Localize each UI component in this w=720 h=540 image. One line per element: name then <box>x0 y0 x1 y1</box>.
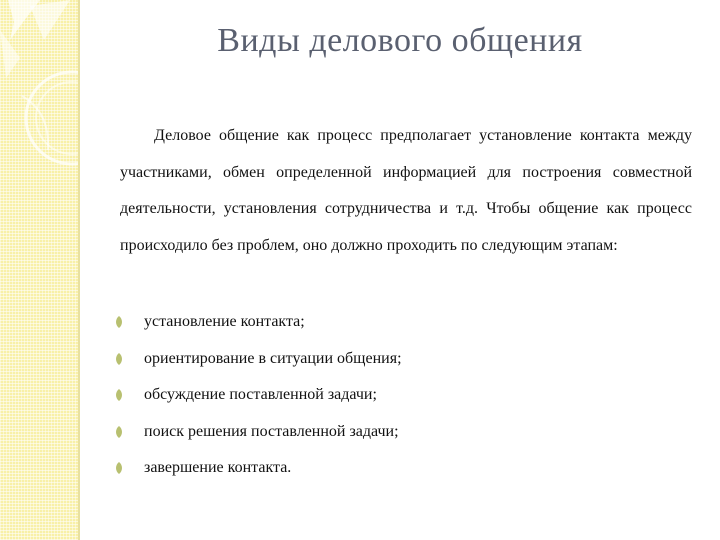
leaf-bullet-icon <box>112 304 126 341</box>
list-item-text: завершение контакта. <box>144 459 292 476</box>
leaf-bullet-icon <box>112 414 126 451</box>
leaf-bullet-icon <box>112 377 126 414</box>
swirl-leaf-decoration-icon <box>0 0 80 200</box>
list-item <box>112 341 692 378</box>
leaf-bullet-icon <box>112 341 126 378</box>
leaf-bullet-icon <box>112 450 126 487</box>
decorative-sidebar <box>0 0 80 540</box>
list-item-text: поиск решения поставленной задачи; <box>144 422 399 440</box>
list-item-text: обсуждение поставленной задачи; <box>144 386 377 403</box>
list-item-text: ориентирование в ситуации общения; <box>144 349 402 367</box>
list-item <box>112 450 692 487</box>
list-item <box>112 414 692 451</box>
stages-list <box>112 304 692 487</box>
list-item <box>112 304 692 341</box>
intro-paragraph: Деловое общение как процесс предполагает установление контакта между участниками, обмен определенной информацией для построения совместной деятельности, установления сотрудничества и т.д. Чтобы общение как процесс происходило без проблем, оно должно проходить по следующим этапам: <box>120 127 692 254</box>
sidebar-edge <box>78 0 80 540</box>
list-item <box>112 377 692 414</box>
list-item-text: установление контакта; <box>144 313 305 330</box>
slide-title: Виды делового общения <box>217 22 583 59</box>
